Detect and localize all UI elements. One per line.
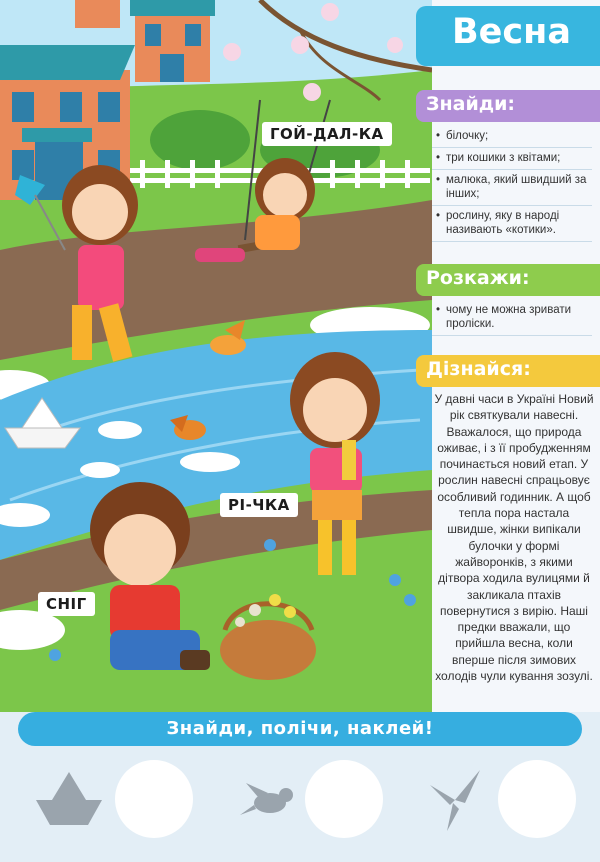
learn-heading: Дізнайся: [426, 358, 531, 380]
find-heading: Знайди: [426, 93, 516, 115]
find-list [432, 126, 592, 242]
learn-header [416, 355, 600, 387]
label-snow: СНІГ [38, 592, 95, 616]
bird-icon [238, 775, 298, 825]
list-item: • рослину, яку в народі називають «котики». [432, 206, 592, 242]
tell-heading: Розкажи: [426, 267, 530, 289]
sticker-slot[interactable] [498, 760, 576, 838]
banner-text: Знайди, полічи, наклей! [166, 718, 434, 739]
tell-list [432, 300, 592, 336]
list-item: • чому не можна зривати проліски. [432, 300, 592, 336]
label-river: РІ-ЧКА [220, 493, 298, 517]
learn-paragraph: У давні часи в Україні Новий рік святкували навесні. Вважалося, що природа оживає, і з її пробудженням починається новий етап. У рослин навесні спрацьовує особливий годинник. А щоб тепла пора настала швидше, жінки випікали булочки у формі жайворонків, з якими дітвора ходила вулицями й закликала птахів повернутися з вирію. Наші предки вважали, що прийшла весна, коли вперше після зимових холодів чули кування зозулі. [434, 392, 594, 684]
label-swing: ГОЙ-ДАЛ-КА [262, 122, 392, 146]
sticker-slot[interactable] [115, 760, 193, 838]
swallow-icon [425, 765, 485, 835]
list-item: • три кошики з квітами; [432, 148, 592, 170]
list-item: • білочку; [432, 126, 592, 148]
page-title: Весна [452, 12, 571, 52]
paper-boat-icon [34, 770, 104, 830]
sticker-slot[interactable] [305, 760, 383, 838]
find-header [416, 90, 600, 122]
list-item: • малюка, який швидший за інших; [432, 170, 592, 206]
tell-header [416, 264, 600, 296]
sticker-banner [18, 712, 582, 746]
title-tab [416, 6, 600, 66]
